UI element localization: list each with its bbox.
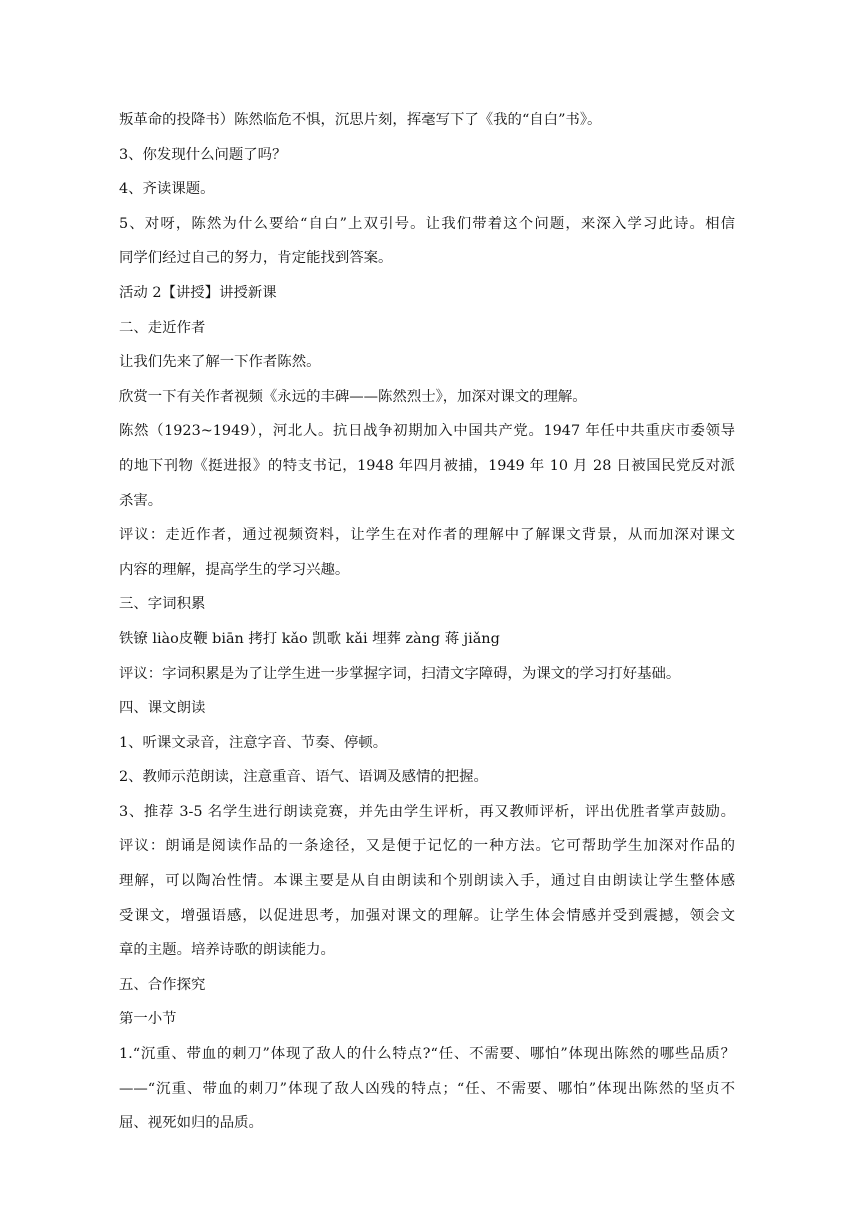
text-line: 内容的理解，提高学生的学习兴趣。 (119, 561, 350, 578)
text-line: 章的主题。培养诗歌的朗读能力。 (119, 942, 335, 959)
section-heading: 三、字词积累 (119, 596, 206, 613)
subsection-heading: 第一小节 (119, 1011, 177, 1028)
text-line: 4、齐读课题。 (119, 181, 215, 198)
section-heading: 五、合作探究 (119, 976, 206, 993)
text-line: 杀害。 (119, 492, 163, 509)
text-line: ——“沉重、带血的刺刀”体现了敌人凶残的特点；“任、不需要、哪怕”体现出陈然的坚贞不 (119, 1080, 735, 1097)
text-line: 屈、视死如归的品质。 (119, 1115, 263, 1132)
section-heading: 四、课文朗读 (119, 700, 206, 717)
text-line: 的地下刊物《挺进报》的特支书记，1948 年四月被捕，1949 年 10 月 28 日被国民党反对派 (119, 457, 735, 474)
text-line: 同学们经过自己的努力，肯定能找到答案。 (119, 250, 393, 267)
text-line: 1、听课文录音，注意字音、节奏、停顿。 (119, 734, 388, 751)
text-line: 3、你发现什么问题了吗？ (119, 146, 287, 163)
text-line: 欣赏一下有关作者视频《永远的丰碑——陈然烈士》，加深对课文的理解。 (119, 388, 587, 405)
text-line: 2、教师示范朗读，注意重音、语气、语调及感情的把握。 (119, 769, 488, 786)
section-heading: 二、走近作者 (119, 319, 206, 336)
text-line: 3、推荐 3-5 名学生进行朗读竞赛，并先由学生评析，再又教师评析，评出优胜者掌声鼓励。 (119, 803, 735, 820)
text-line: 铁镣 liào皮鞭 biān 拷打 kǎo 凯歌 kǎi 埋葬 zàng 蒋 jiǎng (119, 630, 500, 647)
text-line: 1.“沉重、带血的刺刀”体现了敌人的什么特点?“任、不需要、哪怕”体现出陈然的哪些品质？ (119, 1046, 735, 1063)
document-body (119, 103, 735, 1141)
text-line: 理解，可以陶冶性情。本课主要是从自由朗读和个别朗读入手，通过自由朗读让学生整体感 (119, 873, 735, 890)
text-line: 叛革命的投降书）陈然临危不惧，沉思片刻，挥毫写下了《我的“自白”书》。 (119, 112, 602, 128)
text-line: 陈然（1923~1949），河北人。抗日战争初期加入中国共产党。1947 年任中共重庆市委领导 (119, 423, 735, 440)
text-line: 让我们先来了解一下作者陈然。 (119, 354, 321, 371)
text-line: 评议：走近作者，通过视频资料，让学生在对作者的理解中了解课文背景，从而加深对课文 (119, 527, 735, 544)
section-heading: 活动 2【讲授】讲授新课 (119, 284, 277, 301)
text-line: 5、对呀，陈然为什么要给“自白”上双引号。让我们带着这个问题，来深入学习此诗。相信 (119, 215, 735, 232)
text-line: 受课文，增强语感，以促进思考，加强对课文的理解。让学生体会情感并受到震撼，领会文 (119, 907, 735, 924)
text-line: 评议：朗诵是阅读作品的一条途径，又是便于记忆的一种方法。它可帮助学生加深对作品的 (119, 838, 735, 855)
text-line: 评议：字词积累是为了让学生进一步掌握字词，扫清文字障碍，为课文的学习打好基础。 (119, 665, 681, 682)
